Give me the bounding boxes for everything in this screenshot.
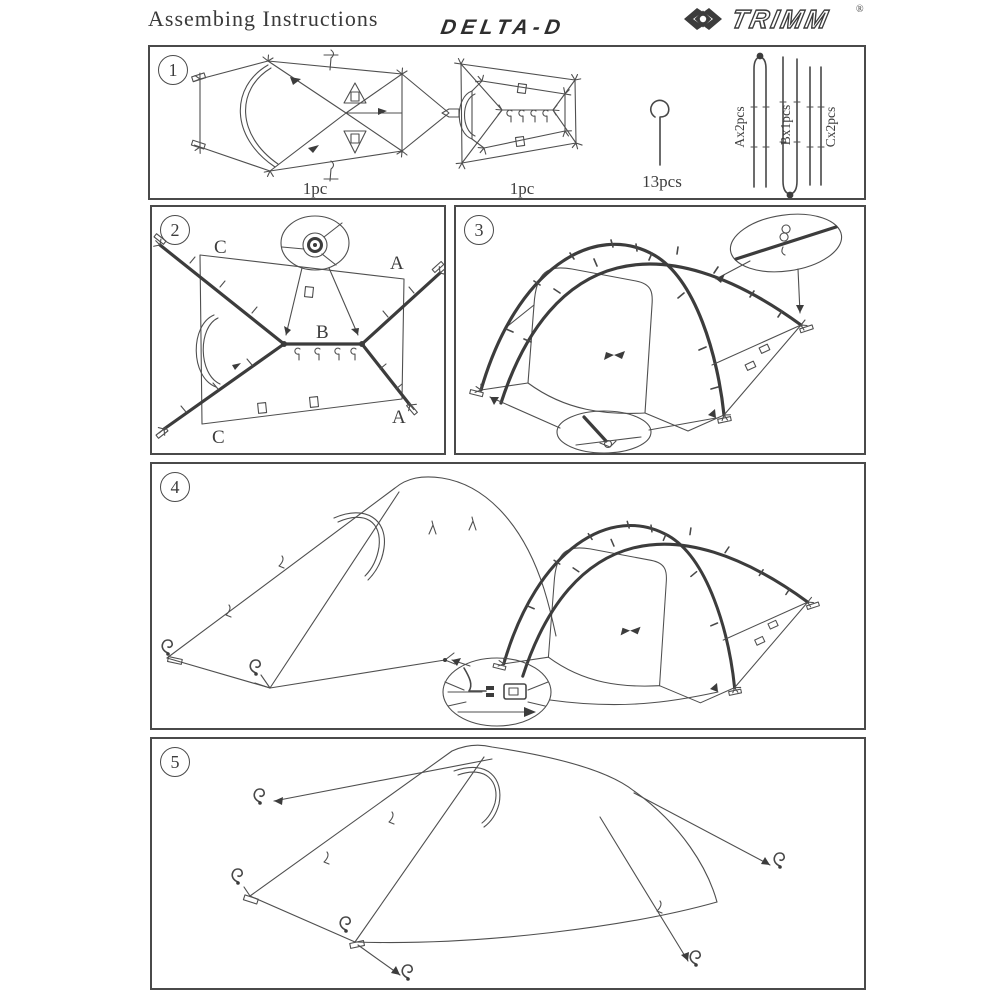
dome-tent xyxy=(470,240,814,431)
pitched-tent xyxy=(250,745,717,942)
step-5-drawing xyxy=(152,739,864,988)
pole-label-center: B xyxy=(316,322,329,343)
step-4-flysheet-panel xyxy=(150,462,866,730)
flysheet-diagram xyxy=(191,50,459,198)
step-number-4: 4 xyxy=(160,472,190,502)
pole-pin-detail-callout xyxy=(490,397,716,453)
peg-diagram xyxy=(642,100,682,191)
inner-tent-floor xyxy=(196,255,404,424)
inner-tent-diagram xyxy=(454,56,583,198)
hub-detail-callout xyxy=(281,216,359,335)
step-1-parts-panel xyxy=(148,45,866,200)
step-2-drawing xyxy=(152,207,444,453)
pole-c-label: Cx2pcs xyxy=(823,106,838,148)
poles-diagram xyxy=(732,53,838,198)
trimm-diamond-icon xyxy=(684,8,722,30)
guy-lines-and-pegs xyxy=(232,759,784,981)
pole-b-label: Bx1pcs xyxy=(778,104,793,146)
flysheet-qty-label: 1pc xyxy=(302,179,328,198)
step-number-1: 1 xyxy=(158,55,188,85)
step-3-erect-panel xyxy=(454,205,866,455)
step-number-5: 5 xyxy=(160,747,190,777)
step-number-2: 2 xyxy=(160,215,190,245)
brand-logo xyxy=(670,0,870,43)
step-number-3: 3 xyxy=(464,215,494,245)
step-3-drawing xyxy=(456,207,864,453)
brand-registered-mark: ® xyxy=(856,4,864,15)
model-name: DELTA-D xyxy=(439,16,568,39)
pole-label-top-left: C xyxy=(214,237,227,258)
peg-qty-label: 13pcs xyxy=(642,172,682,191)
pole-a-label: Ax2pcs xyxy=(732,106,747,148)
inner-tent-qty-label: 1pc xyxy=(509,179,535,198)
flysheet-overlay xyxy=(162,477,556,688)
brand-text: TRIMM xyxy=(728,4,833,34)
pole-label-bottom-left: C xyxy=(212,427,225,448)
pole-label-bottom-right: A xyxy=(392,407,406,428)
step-2-frame-panel xyxy=(150,205,446,455)
pole-label-top-right: A xyxy=(390,253,404,274)
pole-clip-detail-callout xyxy=(716,207,845,313)
dome-tent xyxy=(493,521,819,702)
step-4-drawing xyxy=(152,464,864,728)
buckle-detail-callout xyxy=(443,658,718,726)
page-title: Assembing Instructions xyxy=(148,6,379,31)
step-1-drawing xyxy=(150,47,864,198)
step-5-guyout-panel xyxy=(150,737,866,990)
